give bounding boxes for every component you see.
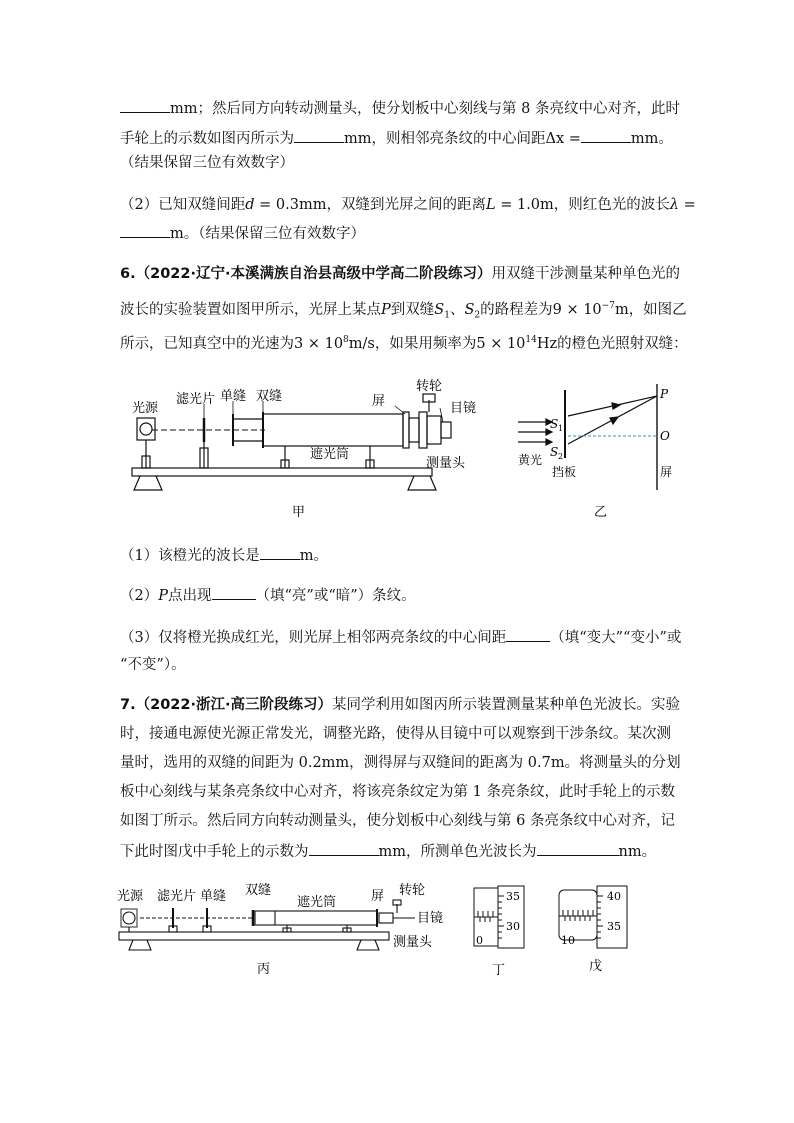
path-diff-value: 9 × 10	[552, 301, 602, 318]
tick-40: 40	[607, 890, 621, 903]
label-eyepiece: 目镜	[450, 401, 477, 416]
label-eyepiece: 目镜	[417, 911, 444, 926]
q7-line-3: 量时，选用的双缝的间距为 0.2mm，测得屏与双缝间的距离为 0.7m。将测量头的分划	[120, 755, 681, 771]
q6-line-2	[120, 296, 687, 326]
label-S2: S	[550, 445, 559, 459]
label-single-slit: 单缝	[200, 889, 227, 904]
text: （1）该橙光的波长是	[120, 548, 260, 564]
label-S2-sub: 2	[558, 452, 564, 461]
label-P: P	[660, 387, 669, 401]
q5-line-2	[120, 127, 673, 149]
var-S1: S	[434, 301, 445, 318]
label-screen: 屏	[371, 889, 385, 904]
tick-10: 10	[561, 934, 575, 947]
label-tube: 遮光筒	[310, 447, 350, 462]
var-lambda: λ =	[669, 197, 696, 213]
answer-blank[interactable]	[120, 97, 170, 113]
q7-line-5: 如图丁所示。然后同方向转动测量头，使分划板中心刻线与第 6 条亮条纹中心对齐，记	[120, 813, 675, 829]
delta-x: Δx =	[545, 131, 581, 147]
sub: 2	[474, 310, 481, 321]
q7-line-1	[120, 695, 680, 715]
q6-sub2	[120, 584, 416, 606]
var-P: P	[158, 588, 168, 604]
freq-value: 5 × 10	[476, 335, 526, 352]
text: = 0.3mm，双缝到光屏之间的距离	[254, 197, 486, 213]
text: = 1.0m，则红色光的波长	[495, 197, 670, 213]
q6-sub3	[120, 626, 681, 648]
q7-line-2: 时，接通电源使光源正常发光，调整光路，使得从目镜中可以观察到干涉条纹。某次测	[120, 726, 671, 742]
label-baffle: 挡板	[552, 465, 577, 479]
label-light-source: 光源	[132, 401, 159, 416]
tick-0: 0	[476, 934, 483, 947]
label-screen: 屏	[372, 394, 386, 409]
text: （2）已知双缝间距	[120, 197, 246, 213]
tick-35: 35	[607, 920, 621, 933]
text: 某同学利用如图丙所示装置测量某种单色光波长。实验	[331, 697, 680, 713]
light-tube	[255, 911, 377, 925]
answer-blank[interactable]	[506, 626, 550, 642]
caption-bing: 丙	[257, 962, 271, 977]
question-source: （2022·辽宁·本溪满族自治县高级中学高二阶段练习）	[135, 266, 492, 282]
unit: m/s	[348, 335, 375, 352]
q5-line-3: （结果保留三位有效数字）	[120, 155, 294, 171]
text: 到双缝	[390, 301, 435, 318]
text: m。	[299, 548, 328, 564]
text: 所示，已知真空中的光速为	[120, 335, 294, 352]
q5-part2-line-2	[120, 222, 365, 244]
text: （3）仅将橙光换成红光，则光屏上相邻两亮条纹的中心间距	[120, 630, 507, 646]
foot-right	[408, 476, 436, 490]
sup: 8	[343, 335, 349, 345]
sup: 14	[525, 335, 537, 345]
question-number: 6.	[120, 266, 136, 282]
text: （2）	[120, 588, 159, 604]
answer-blank[interactable]	[581, 127, 631, 143]
text: 点出现	[168, 588, 212, 604]
label-filter: 滤光片	[176, 392, 216, 407]
q6-sub3-cont: “不变”）。	[120, 657, 186, 673]
figure-jia	[120, 370, 477, 520]
q6-line-1	[120, 264, 680, 284]
label-wheel: 转轮	[399, 883, 426, 898]
figure-wu	[555, 880, 635, 978]
text: 波长的实验装置如图甲所示，光屏上某点	[120, 301, 381, 318]
text: mm。	[630, 131, 673, 147]
rail	[119, 932, 389, 940]
tick-30: 30	[506, 920, 520, 933]
sup: −7	[601, 301, 615, 311]
text: 的橙色光照射双缝：	[557, 335, 688, 352]
foot-left	[134, 476, 162, 490]
q5-line-1	[120, 97, 680, 119]
figure-ding	[470, 882, 530, 978]
label-S1: S	[550, 417, 559, 431]
text: ，如图乙	[628, 301, 687, 318]
text: 的路程差为	[480, 301, 553, 318]
rail	[132, 468, 432, 476]
label-screen: 屏	[660, 465, 673, 479]
lamp-icon	[140, 423, 152, 435]
unit: m	[614, 301, 629, 318]
text: 下此时图戊中手轮上的示数为	[120, 844, 309, 860]
figure-bing	[115, 878, 455, 978]
text: mm，则相邻亮条纹的中心间距	[344, 131, 546, 147]
caption-yi: 乙	[594, 505, 608, 520]
label-light-source: 光源	[117, 889, 144, 904]
q7-line-4: 板中心刻线与某条亮条纹中心对齐，将该亮条纹定为第 1 条亮条纹，此时手轮上的示数	[120, 784, 675, 800]
text: m。（结果保留三位有效数字）	[170, 226, 365, 242]
speed-value: 3 × 10	[294, 335, 344, 352]
sub: 1	[444, 310, 450, 321]
label-double-slit: 双缝	[256, 389, 283, 404]
caption-ding: 丁	[492, 963, 506, 978]
q5-part2-line-1	[120, 195, 696, 215]
lamp-icon	[123, 912, 135, 924]
text: ，如果用频率为	[374, 335, 477, 352]
label-tube: 遮光筒	[297, 895, 337, 910]
unit: Hz	[536, 335, 558, 352]
answer-blank[interactable]	[212, 584, 256, 600]
caption-wu: 戊	[589, 959, 603, 974]
var-d: d	[245, 197, 255, 213]
caption-jia: 甲	[292, 505, 306, 520]
q6-line-3	[120, 330, 688, 354]
label-double-slit: 双缝	[245, 883, 272, 898]
text: mm；然后同方向转动测量头，使分划板中心刻线与第 8 条亮纹中心对齐，此时	[170, 101, 680, 117]
answer-blank[interactable]	[309, 840, 379, 856]
question-source: （2022·浙江·高三阶段练习）	[135, 697, 332, 713]
question-number: 7.	[120, 697, 136, 713]
answer-blank[interactable]	[294, 127, 344, 143]
var-P: P	[381, 301, 391, 318]
light-tube	[263, 414, 403, 446]
text: 手轮上的示数如图丙所示为	[120, 131, 294, 147]
text: mm，所测单色光波长为	[378, 844, 537, 860]
label-single-slit: 单缝	[220, 389, 247, 404]
label-filter: 滤光片	[157, 889, 197, 904]
text: （填“变大”“变小”或	[550, 630, 682, 646]
label-head: 测量头	[426, 456, 466, 471]
q7-line-6	[120, 840, 656, 862]
eyepiece	[441, 422, 451, 438]
text: nm。	[618, 844, 657, 860]
text: 用双缝干涉测量某种单色光的	[491, 266, 680, 282]
var-S2: S	[464, 301, 475, 318]
label-light: 黄光	[518, 453, 543, 467]
var-L: L	[485, 197, 496, 213]
answer-blank[interactable]	[537, 840, 619, 856]
label-wheel: 转轮	[416, 379, 443, 394]
text: 、	[449, 301, 465, 318]
text: （填“亮”或“暗”）条纹。	[255, 588, 416, 604]
label-S1-sub: 1	[558, 424, 564, 433]
q6-sub1	[120, 544, 328, 566]
tick-35: 35	[506, 890, 520, 903]
label-head: 测量头	[393, 935, 433, 950]
answer-blank[interactable]	[260, 544, 300, 560]
figure-yi	[510, 380, 690, 520]
answer-blank[interactable]	[120, 222, 170, 238]
label-O: O	[660, 429, 670, 443]
